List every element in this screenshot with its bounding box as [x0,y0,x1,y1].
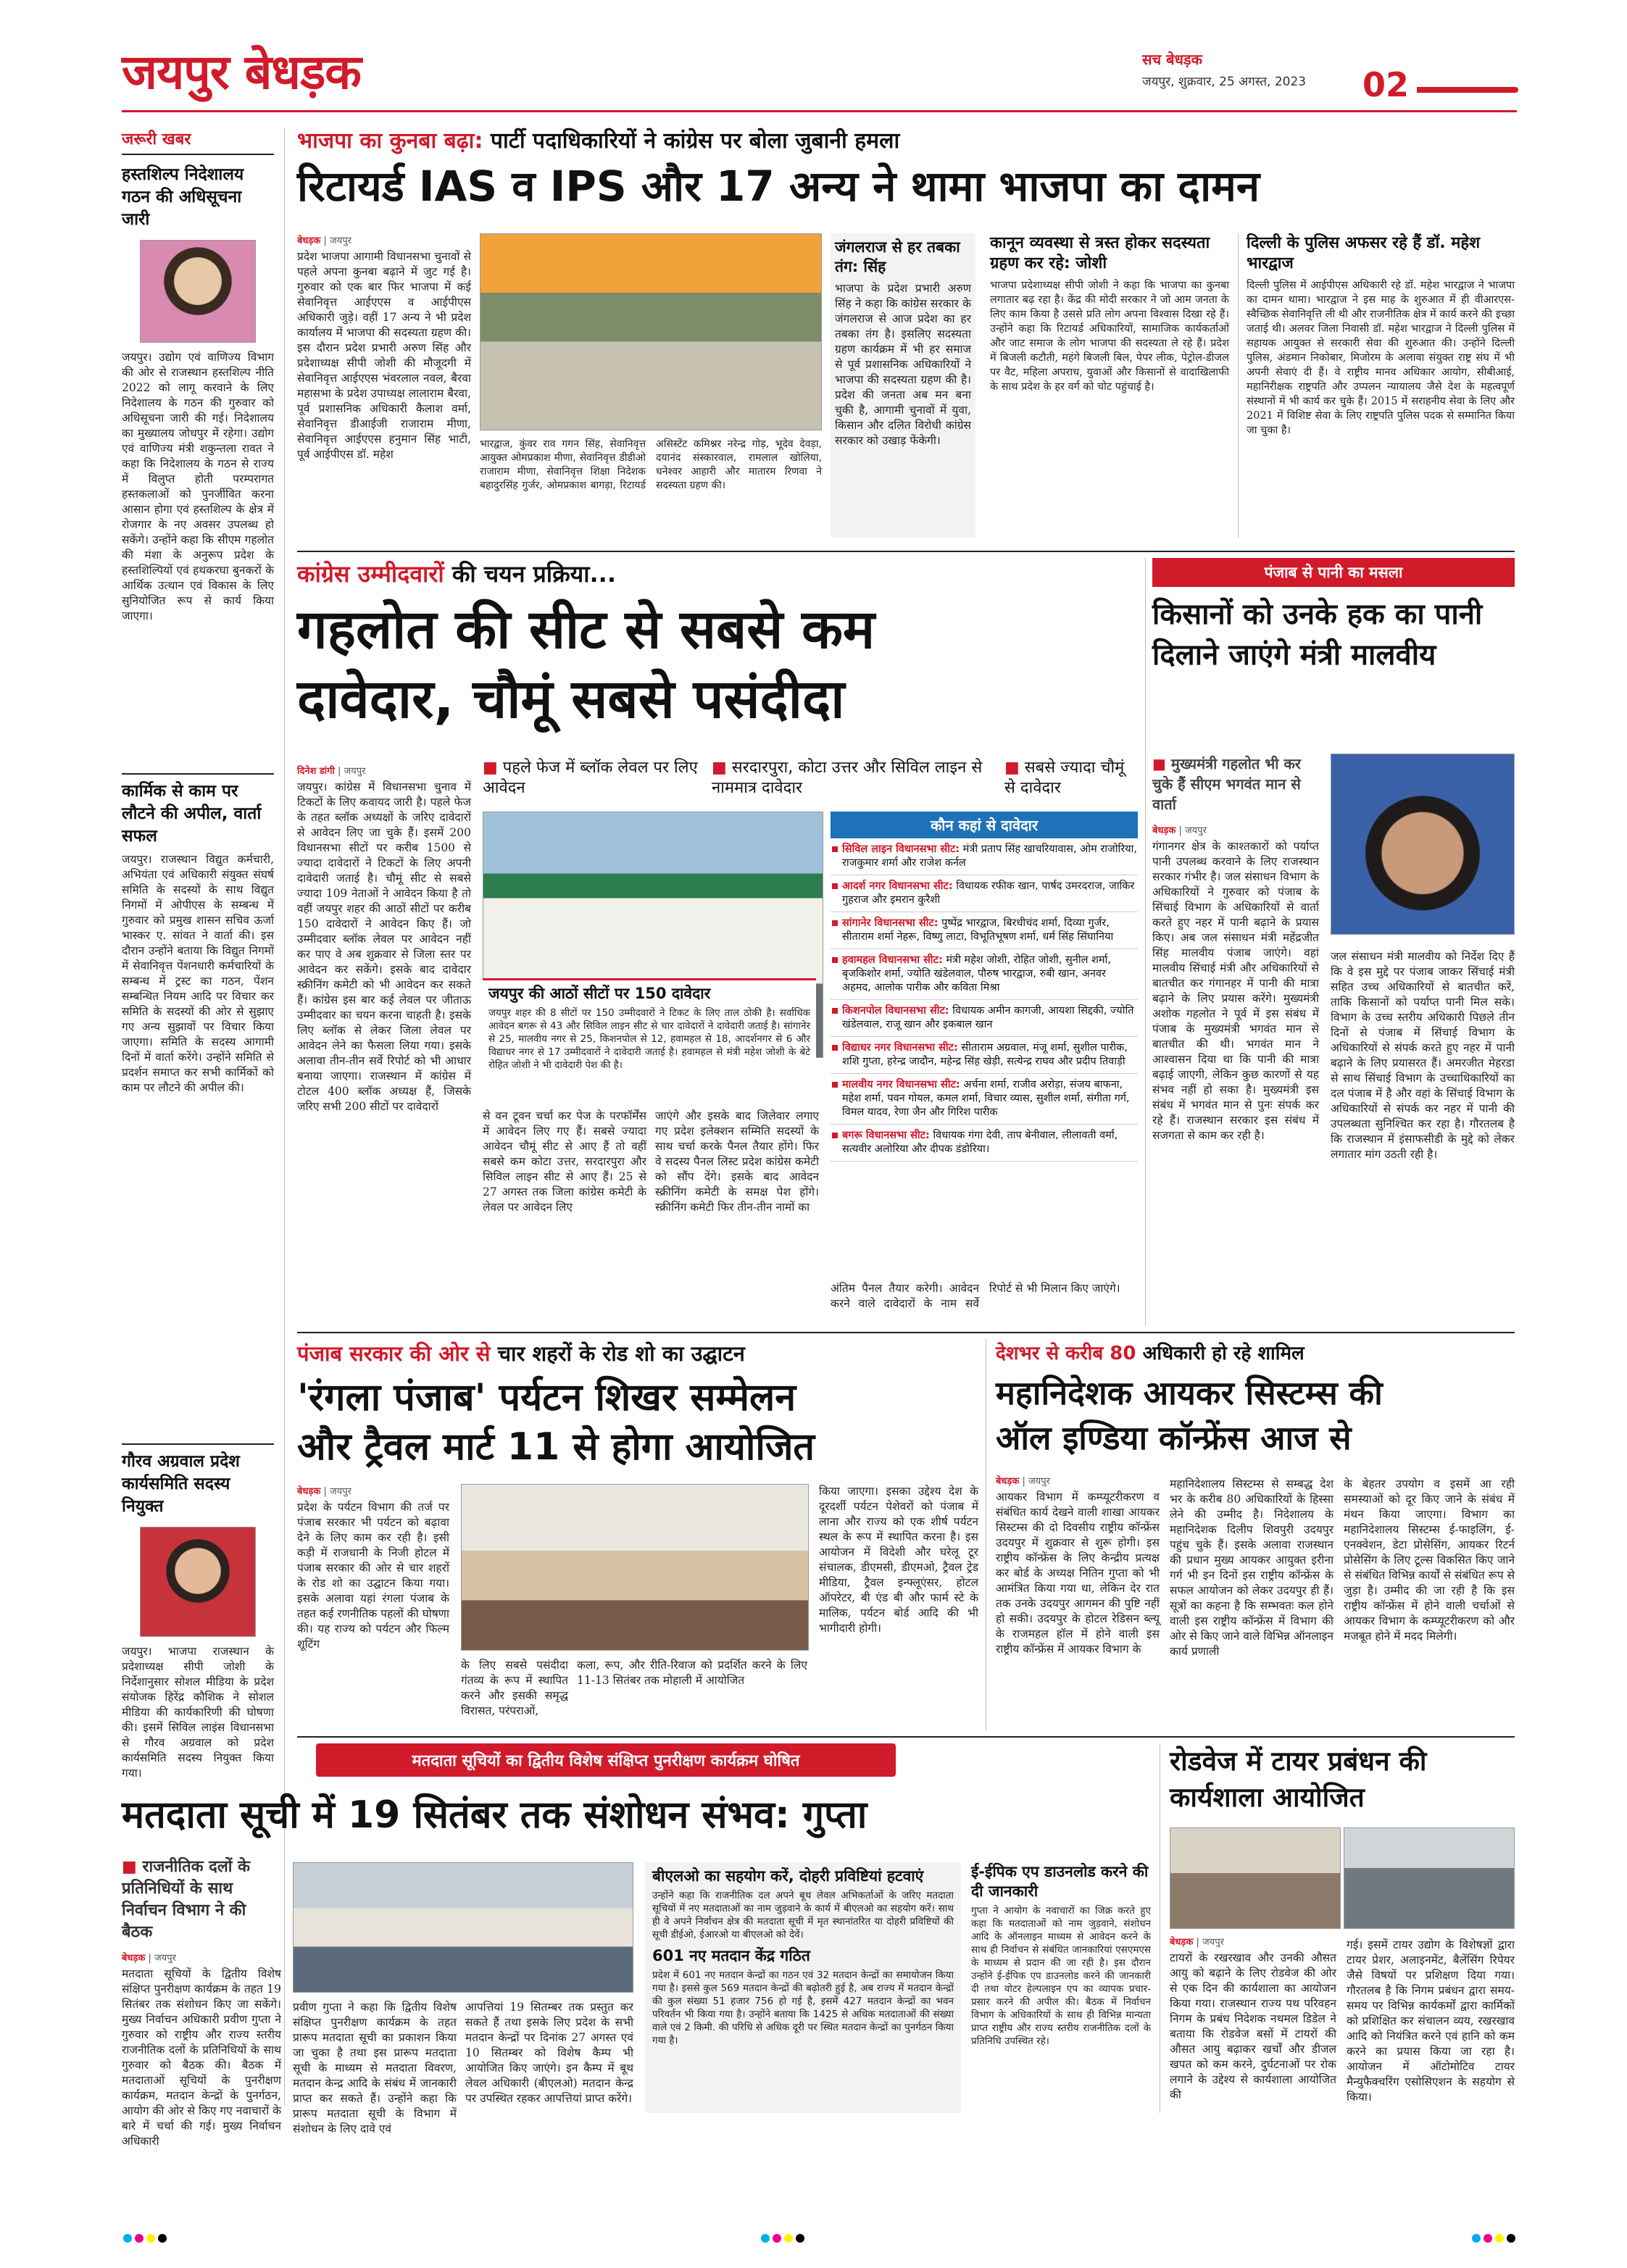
rangla-punjab-story [297,1339,978,1730]
sidebar-story2-title: कार्मिक से काम पर लौटने की अपील, वार्ता सफल [122,773,274,848]
punjab-headline: किसानों को उनके हक का पानी दिलाने जाएंगे मंत्री मालवीय [1152,598,1483,672]
candidate-list-item: मालवीय नगर विधानसभा सीट: अर्चना शर्मा, राजीव अरोड़ा, संजय बाफना, महेश शर्मा, पवन गोयल, कमल शर्मा, विचार व्यास, सुशील शर्मा, संगीता गर्ग, विमल यादव, रेणा जैन और गिरिश पारीक [831,1074,1138,1125]
pen-icon [1417,87,1518,93]
candidate-list-item: हवामहल विधानसभा सीट: मंत्री महेश जोशी, रोहित जोशी, सुनील शर्मा, बृजकिशोर शर्मा, ज्योति खंडेलवाल, पौरुष भारद्वाज, रुबी खान, अनवर अहमद, आलोक पारीक और कविता मिश्रा [831,949,1138,1000]
cong-col3: जाएंगे और इसके बाद जिलेवार लगाए गए प्रदेश इलेक्शन सम्मिति सदस्यों के साथ चर्चा करके पैनल तैयार होंगे। फिर वे सदस्य पैनल लिस्ट प्रदेश कांग्रेस कमेटी को सौंप देंगे। इसके बाद आवेदन स्क्रीनिंग कमेटी के समक्ष पेश होंगे। स्क्रीनिंग कमेटी फिर तीन-तीन नामों का [655,1109,819,1214]
joshi-body: भाजपा प्रदेशाध्यक्ष सीपी जोशी ने कहा कि भाजपा का कुनबा लगातार बढ़ रहा है। केंद्र की मोदी सरकार ने जो आम जनता के लिए काम किया है उससे प्रति लोग अपना विश्वास दिखा रहे हैं। उन्होंने कहा कि रिटायर्ड अधिकारियों, सामाजिक कार्यकर्ताओं और जाट समाज के लोग भाजपा की सदस्यता ले रहे हैं। प्रदेश में बिजली कटौती, महंगे बिजली बिल, पेपर लीक, पेट्रोल-डीजल पर वैट, महिला अपराध, युवाओं और किसानों से वादाखिलाफी के साथ प्रदेश के हर वर्ग को चोट पहुंचाई है। [990,280,1229,393]
dr-body: दिल्ली पुलिस में आईपीएस अधिकारी रहे डॉ. महेश भारद्वाज ने भाजपा का दामन थामा। भारद्वाज ने इस माह के शुरुआत में ही वीआरएस-स्वैच्छिक सेवानिवृत्ति ली थी और राजनीतिक क्षेत्र में कार्य करने की इच्छा जताई थी। अलवर जिला निवासी डॉ. महेश भारद्वाज ने दिल्ली पुलिस में सहायक आयुक्त से सरकारी सेवा की शुरुआत की। उन्होंने दिल्ली पुलिस, अंडमान निकोबार, मिजोरम के अलावा संयुक्त राष्ट्र संघ में भी अपनी सेवाएं दी हैं। वे राष्ट्रीय मानव अधिकार आयोग, सीबीआई, महानिरीक्षक राष्ट्रपति और उप्पलन न्यायालय जैसे देश के महत्वपूर्ण संस्थानों में भी कार्य कर चुके हैं। 2015 में सराहनीय सेवा के लिए और 2021 में विशिष्ट सेवा के लिए राष्ट्रपति पुलिस पदक से सम्मानित किया जा चुका है। [1247,280,1515,436]
meeting-photo [293,1862,633,1993]
sidebar-story3-title: गौरव अग्रवाल प्रदेश कार्यसमिति सदस्य नियुक्त [122,1443,274,1518]
top-headline: रिटायर्ड IAS व IPS और 17 अन्य ने थामा भाजपा का दामन [297,162,1260,211]
bullet-2: ■ सरदारपुरा, कोटा उत्तर और सिविल लाइन से नाममात्र दावेदार [712,759,983,797]
tagline: सच बेधड़क [1142,51,1202,68]
top-story [297,125,1515,552]
inset-box [483,978,816,1094]
punjab-sub: ■ मुख्यमंत्री गहलोत भी कर चुके हैं सीएम भगवंत मान से वार्ता [1152,755,1301,813]
it-col2: महानिदेशालय सिस्टम्स से सम्बद्ध देश भर के करीब 80 अधिकारियों के हिस्सा लेने की उम्मीद है। निदेशालय के महानिदेशक दिलीप शिवपुरी उदयपुर पहुंच चुके हैं। इसके अलावा राजस्थान की प्रधान मुख्य आयकर आयुक्त इरीना गर्ग भी इन दिनों इस राष्ट्रीय कॉन्फ्रेंस के सफल आयोजन को लेकर उदयपुर ही हैं। सूत्रों का कहना है कि सम्भवतः कल होने वाली इस राष्ट्रीय कॉन्फ्रेंस में विभाग की ओर से किए जाने वाले विभिन्न ऑनलाइन कार्य प्रणाली [1170,1477,1333,1658]
rangla-col3: कला, रूप, और रीति-रिवाज को प्रदर्शित करने के लिए 11-13 सितंबर तक मोहाली में आयोजित [577,1659,807,1687]
list-head: कौन कहां से दावेदार [831,812,1138,838]
it-conference-story [996,1339,1515,1730]
bullet-3: ■ सबसे ज्यादा चौमूं से दावेदार [1004,759,1125,797]
byline: दिनेश डांगी | जयपुर [297,766,366,777]
voter-col2: प्रवीण गुप्ता ने कहा कि द्वितीय विशेष संक्षिप्त पुनरीक्षण कार्यक्रम के तहत प्रारूप मतदाता सूची का प्रकाशन किया जा चुका है तथा इस प्रारूप मतदाता सूची के माध्यम से मतदाता विवरण, मतदान केन्द्र आदि के संबंध में जानकारी प्राप्त कर सकते हैं। उन्होंने कहा कि प्रारूप मतदाता सूची के विभाग में संशोधन के लिए दावे एवं [293,2001,457,2135]
inset-head: जयपुर की आठों सीटों पर 150 दावेदार [488,985,711,1002]
candidate-list-item: किशनपोल विधानसभा सीट: विधायक अमीन कागजी, आयशा सिद्दकी, ज्योति खंडेलवाल, राजू खान और इकबाल खान [831,1000,1138,1037]
bullet-1: ■ पहले फेज में ब्लॉक लेवल पर लिए आवेदन [483,759,698,797]
epic-head: ई-ईपिक एप डाउनलोड करने की दी जानकारी [971,1863,1149,1900]
side-box-head: जंगलराज से हर तबका तंग: सिंह [835,238,960,275]
rangla-headline: 'रंगला पंजाब' पर्यटन शिखर सम्मेलन और ट्रैवल मार्ट 11 से होगा आयोजित [297,1376,815,1469]
voter-col3: आपत्तियां 19 सितम्बर तक प्रस्तुत कर सकते हैं तथा इसके लिए प्रदेश के सभी मतदान केन्द्रों पर दिनांक 27 अगस्त एवं 10 सितम्बर को विशेष कैम्प भी आयोजित किए जाएंगे। इन कैम्प में बूथ लेवल अधिकारी (बीएलओ) मतदान केन्द्र पर उपस्थित रहकर आपत्तियां प्राप्त करेंगे। [465,2001,633,2105]
byline: बेधड़क | जयपुर [122,1953,176,1964]
sidebar-story1-title: हस्तशिल्प निदेशालय गठन की अधिसूचना जारी [122,165,244,229]
candidate-list [831,812,1138,1162]
sidebar-story3-body: जयपुर। भाजपा राजस्थान के प्रदेशाध्यक्ष सीपी जोशी के निर्देशानुसार सोशल मीडिया के प्रदेश संयोजक हिरेंद्र कौशिक ने सोशल मीडिया की कार्यकारिणी की घोषणा की। इसमें सिविल लाइंस विधानसभा से गौरव अग्रवाल को प्रदेश कार्यसमिति सदस्य नियुक्त किया गया। [122,1645,274,1780]
photo-caption: भारद्वाज, कुंवर राव गगन सिंह, सेवानिवृत्त आयुक्त ओमप्रकाश मीणा, सेवानिवृत्त डीडीओ राजाराम मीणा, सेवानिवृत्त शिक्षा निदेशक बहादुरसिंह गुर्जर, ओमप्रकाश बागड़ा, रिटायर्ड असिस्टेंट कमिश्नर नरेन्द्र गोड़, भूदेव देवड़ा, दयानंद संस्कारवाल, रामलाल खोलिया, धनेश्वर आहारी और मातारम रिणवा ने सदस्यता ग्रहण की। [480,438,822,491]
logo: जयपुर बेधड़क [122,44,361,100]
tyre-col1: टायरों के रखरखाव और उनकी औसत आयु को बढ़ाने के लिए रोडवेज की ओर से एक दिन की कार्यशाला का आयोजन किया गया। राजस्थान राज्य पथ परिवहन निगम के प्रबंध निदेशक नथमल डिडेल ने बताया कि रोडवेज बसों में टायरों की औसत आयु बढ़ाकर खर्चों और डीजल खपत को कम करने, दुर्घटनाओं पर रोक लगाने के उद्देश्य से कार्यशाला आयोजित की [1170,1951,1336,2101]
sidebar-story2-body: जयपुर। राजस्थान विद्युत कर्मचारी, अभियंता एवं अधिकारी संयुक्त संघर्ष समिति के सदस्यों के साथ विद्युत निगमों में ओपीएस के सम्बन्ध में गुरुवार को प्रमुख शासन सचिव ऊर्जा भास्कर ए. सांवत ने वार्ता की। इस दौरान उन्होंने बताया कि विद्युत निगमों में सेवानिवृत्त पेंशनधारी कर्मचारियों के सम्बन्ध में ट्रस्ट का गठन, पेंशन सम्बन्धित नियम आदि पर विचार कर समिति के सदस्यों की ओर से सुझाए गए अन्य सुझावों पर विचार किया जाएगा। समिति के सदस्य आगामी दिनों में वार्ता करेंगे। उन्होंने समिति से प्रदर्शन समाप्त कर सभी कार्मिकों को काम पर लौटने की अपील की। [122,853,274,1094]
punjab-col2: जल संसाधन मंत्री मालवीय को निर्देश दिए हैं कि वे इस मुद्दे पर पंजाब जाकर सिंचाई मंत्री सहित उच्च अधिकारियों से बातचीत करें, ताकि किसानों को पर्याप्त पानी मिल सके। विभाग के उच्च स्तरीय अधिकारी पिछले तीन दिनों से पंजाब में सिंचाई विभाग के अधिकारियों से संपर्क करते हुए नहर में पानी बढ़ाने के लिए प्रयासरत हैं। अमरजीत मेहरडा से साथ सिंचाई विभाग के उच्चाधिकारियों का दल पंजाब में है और वहां के सिंचाई विभाग के अधिकारियों से संपर्क कर नहर में पानी की उपलब्धता सुनिश्चित कर रहा है। गौरतलब है कि राजस्थान में इंसाफसीडी के मुद्दे को लेकर लगातार मांग उठती रही है। [1331,950,1515,1161]
side-box-body: भाजपा के प्रदेश प्रभारी अरुण सिंह ने कहा कि कांग्रेस सरकार के जंगलराज से आज प्रदेश का हर तबका तंग है। इसलिए सदस्यता ग्रहण कार्यक्रम में भी हर समाज से पूर्व प्रशासनिक अधिकारियों ने भाजपा की सदस्यता ग्रहण की है। प्रदेश की जनता अब मन बना चुकी है, आगामी चुनावों में युवा, किसान और दलित विरोधी कांग्रेस सरकार को उखाड़ फेंकेगी। [835,282,971,447]
bjp-joining-photo [480,233,822,430]
candidate-list-item: बगरू विधानसभा सीट: विधायक गंगा देवी, ताप बेनीवाल, लीलावती वर्मा, सत्यवीर अलोरिया और दीपक डंडोरिया। [831,1125,1138,1162]
byline: बेधड़क | जयपुर [297,235,351,246]
cong-col4: अंतिम पैनल तैयार करेगी। आवेदन करने वाले दावेदारों के नाम सर्वे रिपोर्ट से भी मिलान किए जाएंगे। [831,1282,1120,1310]
print-register-marks [122,2232,1517,2246]
candidate-list-item: विद्याधर नगर विधानसभा सीट: सीताराम अग्रवाल, मंजू शर्मा, सुशील पारीक, शशि गुप्ता, हरेन्द्र जादौन, महेन्द्र सिंह खेड़ी, सत्येन्द्र राघव और प्रदीप तिवाड़ी [831,1037,1138,1074]
booths-body: प्रदेश में 601 नए मतदान केन्द्रों का गठन एवं 32 मतदान केन्द्रों का समायोजन किया गया है। इससे कुल 569 मतदान केन्द्रों की बढ़ोतरी हुई है, अब राज्य में मतदान केन्द्रों की कुल संख्या 51 हजार 756 हो गई है, इसमें 427 मतदान केन्द्रों का भवन परिवर्तन भी किया गया है। उन्होंने बताया कि 1425 से अधिक मतदाताओं की संख्या वाले एवं 2 किमी. की परिधि से अधिक दूरी पर स्थित मतदान केन्द्रों का पुनर्गठन किया गया है। [652,1969,954,2046]
blo-head: बीएलओ का सहयोग करें, दोहरी प्रविष्टियां हटवाएं [652,1867,924,1885]
tyre-col2: गई। इसमें टायर उद्योग के विशेषज्ञों द्वारा टायर प्रेशर, अलाइनमेंट, बैलेंसिंग रिपेयर जैसे विषयों पर प्रशिक्षण दिया गया। गौरतलब है कि निगम प्रबंधन द्वारा समय-समय पर विभिन्न कार्यकर्मों द्वारा कार्मिकों को प्रशिक्षित कर संचालन व्यय, रखरखाव आदि को नियंत्रित करने एवं हानि को कम करने का प्रयास किया जा रहा है। आयोजन में ऑटोमोटिव टायर मैन्युफैक्चरिंग एसोसिएशन के सहयोग से किया। [1347,1938,1515,2104]
candidate-list-items [831,838,1138,1162]
rangla-col1: प्रदेश के पर्यटन विभाग की तर्ज पर पंजाब सरकार भी पर्यटन को बढ़ावा देने के लिए काम कर रही है। इसी कड़ी में राजधानी के निजी होटल में पंजाब सरकार की ओर से चार शहरों के रोड शो का उद्घाटन किया गया। इसके अलावा यहां रंगला पंजाब के तहत कई रणनीतिक पहलों की घोषणा की। यह राज्य को पर्यटन और फिल्म शूटिंग [297,1501,449,1651]
joshi-head: कानून व्यवस्था से त्रस्त होकर सदस्यता ग्रहण कर रहे: जोशी [990,234,1210,272]
voter-col1: मतदाता सूचियों के द्वितीय विशेष संक्षिप्त पुनरीक्षण कार्यक्रम के तहत 19 सितंबर तक संशोधन किए जा सकेंगे। मुख्य निर्वाचन अधिकारी प्रवीण गुप्ता ने गुरुवार को राष्ट्रीय और राज्य स्तरीय राजनीतिक दलों के प्रतिनिधियों के साथ गुरुवार को बैठक की। बैठक में मतदाताओं सूचियों के पुनरीक्षण कार्यक्रम, मतदान केन्द्रों के पुनर्गठन, आयोग की ओर से किए गए नवाचारों के बारे में चर्चा की गई। मुख्य निर्वाचन अधिकारी [122,1967,281,2148]
it-col3: के बेहतर उपयोग व इसमें आ रही समस्याओं को दूर किए जाने के संबंध में मंथन किया जाएगा। विभाग का महानिदेशालय सिस्टम्स ई-फाइलिंग, ई-एनक्वेशन, डेटा प्रोसेसिंग, आयकर रिटर्न प्रोसेसिंग के लिए टूल्स विकसित किए जाने से संबंधित विभिन्न कार्यों से संबंधित रूप से जुड़ा है। उम्मीद की जा रही है कि इस राष्ट्रीय कॉन्फ्रेंस में होने वाली चर्चाओं से आयकर विभाग के कम्प्यूटरीकरण को और मजबूत होने में मदद मिलेगी। [1344,1477,1515,1643]
voter-headline: मतदाता सूची में 19 सितंबर तक संशोधन संभव: गुप्ता [122,1793,867,1837]
cong-col1: जयपुर। कांग्रेस में विधानसभा चुनाव में टिकटों के लिए कवायद जारी है। पहले फेज के तहत ब्लॉक अध्यक्षों के जरिए दावेदारों से आवेदन लिए जा चुके हैं। इसमें 200 विधानसभा सीटों पर करीब 1500 से ज्यादा दावेदारों ने टिकटों के लिए अपनी दावेदारी जताई है। चौमूं सीट से सबसे ज्यादा 109 नेताओं ने आवेदन किया है तो वहीं जयपुर शहर की आठों सीटों पर करीब 150 दावेदारों ने आवेदन किए हैं। जो उम्मीदवार ब्लॉक लेवल पर आवेदन नहीं कर पाए वे अब शुक्रवार से जिला स्तर पर आवेदन कर सकेंगे। इसके बाद दावेदार स्क्रीनिंग कमेटी को भी आवेदन कर सकते हैं। कांग्रेस इस बार कई लेवल पर जीताऊ उम्मीदवार का चयन करना चाहती है। इसके लिए ब्लॉक से लेकर जिला लेवल पर आवेदन लेने का फैसला लिया गया। इसके अलावा तीन-तीन सर्वे रिपोर्ट को भी आधार बनाया जाएगा। राजस्थान में कांग्रेस में टोटल 400 ब्लॉक अध्यक्ष हैं, जिसके जरिए सभी 200 सीटों पर दावेदारों [297,780,471,1113]
byline: बेधड़क | जयपुर [1170,1937,1224,1948]
byline: बेधड़क | जयपुर [297,1486,351,1497]
inset-body: जयपुर शहर की 8 सीटों पर 150 उम्मीदवारों ने टिकट के लिए ताल ठोकी है। सर्वाधिक आवेदन बगरू से 43 और सिविल लाइन सीट से चार दावेदारों ने दावेदारी जताई है। सांगानेर से 25, मालवीय नगर से 25, किशनपोल से 12, हवामहल से 18, आदर्शनगर से 6 और विद्याधर नगर से 17 उम्मीदवारों ने दावेदारी जताई है। हवामहल से मंत्री महेश जोशी के बेटे रोहित जोशी ने भी दावेदारी पेश की है। [488,1007,810,1071]
cong-kicker: कांग्रेस उम्मीदवारों की चयन प्रक्रिया... [297,560,616,588]
punjab-col1: गंगानगर क्षेत्र के काश्तकारों को पर्याप्त पानी उपलब्ध करवाने के लिए राजस्थान सरकार गंभीर है। जल संसाधन विभाग के अधिकारियों ने गुरुवार को पंजाब के सिंचाई विभाग के अधिकारियों से वार्ता करते हुए नहर में पानी बढ़ाने के प्रयास किए। अब जल संसाधन मंत्री महेंद्रजीत सिंह मालवीय पंजाब जाएंगे। वहां मालवीय सिंचाई मंत्री और अधिकारियों से बातचीत कर गंगानहर में पानी की मात्रा बढ़ाने के लिए प्रयास करेंगे। मुख्यमंत्री अशोक गहलोत ने पूर्व में इस संबंध में पंजाब के मुख्यमंत्री भगवंत मान से बातचीत की थी। भगवंत मान ने आश्वासन दिया था कि पानी की मात्रा बढ़ाई जाएगी, लेकिन कुछ कारणों से यह संभव नहीं हो सका है। मुख्यमंत्री इस संबंध में भगवंत मान से पुनः संपर्क कर रहे हैं। राजस्थान सरकार इस संबंध में सजगता से काम कर रही है। [1152,840,1319,1142]
blo-body: उन्होंने कहा कि राजनीतिक दल अपने बूथ लेवल अभिकर्ताओं के जरिए मतदाता सूचियों में नए मतदाताओं का नाम जुड़वाने के कार्य में बीएलओ का सहयोग करें। साथ ही वे अपने निर्वाचन क्षेत्र की मतदाता सूची में मृत स्थानांतरित या दोहरी प्रविष्टियों की सूची डीईओ, ईआरओ या बीएलओ को देवें। [652,1890,954,1940]
portrait-photo [140,240,256,343]
voter-banner: मतदाता सूचियों का द्वितीय विशेष संक्षिप्त पुनरीक्षण कार्यक्रम घोषित [316,1743,896,1777]
portrait-photo [140,1527,256,1637]
side-box [831,233,975,538]
dr-head: दिल्ली के पुलिस अफसर रहे हैं डॉ. महेश भारद्वाज [1247,234,1481,272]
candidate-list-item: आदर्श नगर विधानसभा सीट: विधायक रफीक खान, पार्षद उमरदराज, जाकिर गुहराज और इमरान कुरैशी [831,875,1138,912]
masthead-rule [122,110,1517,112]
epic-body: गुप्ता ने आयोग के नवाचारों का जिक्र करते हुए कहा कि मतदाताओं को नाम जुड़वाने, संशोधन आदि के ऑनलाइन माध्यम से आवेदन करने के साथ ही निर्वाचन से संबंधित जानकारियां एसएमएस के माध्यम से प्रदान की जा रही है। इस दौरान उन्होंने ई-ईपिक एप डाउनलोड करने की जानकारी दी तथा वोटर हेल्पलाइन एप का व्यापक प्रचार-प्रसार करने की अपील की। बैठक में निर्वाचन विभाग के अधिकारियों के साथ ही विभिन्न मान्यता प्राप्त राष्ट्रीय और राज्य स्तरीय राजनीतिक दलों के प्रतिनिधि उपस्थित रहे। [971,1905,1151,2047]
punjab-water-story [1152,558,1515,1326]
minister-photo [1331,754,1515,935]
dateline: जयपुर, शुक्रवार, 25 अगस्त, 2023 [1142,75,1307,89]
event-photo [461,1484,809,1651]
voter-list-story [122,1743,1151,2148]
cong-col2: से वन टूवन चर्चा कर पेज के परफॉर्मेंस में आवेदन लिए गए हैं। सबसे ज्यादा आवेदन चौमूं सीट से आए हैं तो वहीं सबसे कम कोटा उत्तर, सरदारपुरा और सिविल लाइन सीट से आए हैं। 25 से 27 अगस्त तक जिला कांग्रेस कमेटी के लेवल पर आवेदन लिए [483,1109,646,1214]
workshop-photo [1344,1827,1515,1929]
congress-story [297,558,1138,1326]
top-kicker: भाजपा का कुनबा बढ़ा: पार्टी पदाधिकारियों ने कांग्रेस पर बोला जुबानी हमला [297,128,900,154]
punjab-label: पंजाब से पानी का मसला [1152,558,1515,587]
masthead [0,0,1627,109]
byline: बेधड़क | जयपुर [996,1476,1050,1487]
candidate-list-item: सिविल लाइन विधानसभा सीट: मंत्री प्रताप सिंह खाचरियावास, ओम राजोरिया, राजकुमार शर्मा और राजेश कर्नल [831,838,1138,875]
byline: बेधड़क | जयपुर [1152,825,1207,836]
it-headline: महानिदेशक आयकर सिस्टम्स की ऑल इण्डिया कॉन्फ्रेंस आज से [996,1374,1383,1457]
tyre-headline: रोडवेज में टायर प्रबंधन की कार्यशाला आयोजित [1170,1746,1427,1813]
sidebar-label: जरूरी खबर [122,128,274,155]
top-col1: प्रदेश भाजपा आगामी विधानसभा चुनावों से पहले अपना कुनबा बढ़ाने में जुट गई है। गुरुवार को एक बार फिर भाजपा में कई सेवानिवृत्त आईएएस व आईपीएस अधिकारी जुड़े। वहीं 17 अन्य ने भी प्रदेश कार्यालय में भाजपा की सदस्यता ग्रहण की। इस दौरान प्रदेश प्रभारी अरुण सिंह और प्रदेशाध्यक्ष सीपी जोशी की मौजूदगी में सेवानिवृत्त आईएएस भंवरलाल नवल, बैरवा महासभा के प्रदेश उपाध्यक्ष लालाराम बैरवा, पूर्व प्रशासनिक अधिकारी कैलाश वर्मा, सेवानिवृत्त डीआईजी राजाराम मीणा, सेवानिवृत्त आईएएस हनुमान सिंह भाटी, पूर्व आईपीएस डॉ. महेश [297,250,471,461]
rangla-col4: किया जाएगा। इसका उद्देश्य देश के दूरदर्शी पर्यटन पेशेवरों को पंजाब में लाना और राज्य को एक शीर्ष पर्यटन स्थल के रूप में स्थापित करना है। इस आयोजन में विदेशी और घरेलू टूर संचालक, डीएमसी, डीएमओ, ट्रैवल ट्रेड मीडिया, ट्रैवल इन्फ्लूएंसर, होटल ऑपरेटर, बी एंड बी और फार्म स्टे के मालिक, पर्यटन बोर्ड आदि की भी भागीदारी होगी। [819,1485,978,1635]
blo-box [645,1862,961,2113]
tyre-workshop-story [1170,1743,1515,2113]
sidebar-story1-body: जयपुर। उद्योग एवं वाणिज्य विभाग की ओर से राजस्थान हस्तशिल्प नीति 2022 को लागू करवाने के लिए निदेशालय के गठन की गुरुवार को अधिसूचना जारी की गई। निदेशालय का मुख्यालय जोधपुर में रहेगा। उद्योग एवं वाणिज्य मंत्री शकुन्तला रावत ने कहा कि निदेशालय के गठन से राज्य में विलुप्त होती परम्परागत हस्तकलाओं को पुनर्जीवित करना आसान होगा एवं हस्तशिल्प के क्षेत्र में रोजगार के नए अवसर उपलब्ध हो सकेंगे। उन्होंने कहा कि सीएम गहलोत की मंशा के अनुरूप प्रदेश के हस्तशिल्पियों एवं हथकरघा बुनकरों के आर्थिक उत्थान एवं विकास के लिए सुनियोजित रूप से कार्य किया जाएगा। [122,351,274,622]
rangla-kicker: पंजाब सरकार की ओर से चार शहरों के रोड शो का उद्घाटन [297,1341,745,1366]
it-col1: आयकर विभाग में कम्प्यूटरीकरण व संबंधित कार्य देखने वाली शाखा आयकर सिस्टम्स की दो दिवसीय राष्ट्रीय कॉन्फ्रेंस उदयपुर में शुक्रवार से शुरू होगी। इस राष्ट्रीय कॉन्फ्रेंस के लिए केन्द्रीय प्रत्यक्ष कर बोर्ड के अध्यक्ष नितिन गुप्ता को भी आमंत्रित किया गया था, लेकिन देर रात तक उनके उदयपुर आगमन की पुष्टि नहीं हो सकी। उदयपुर के होटल रेडिसन ब्ल्यू के राजमहल हॉल में होने वाली इस राष्ट्रीय कॉन्फ्रेंस में आयकर विभाग के [996,1491,1160,1656]
voter-sub: ■ राजनीतिक दलों के प्रतिनिधियों के साथ निर्वाचन विभाग ने की बैठक [122,1858,251,1941]
cong-headline: गहलोत की सीट से सबसे कम दावेदार, चौमूं सबसे पसंदीदा [297,599,875,730]
rangla-col2: के लिए सबसे पसंदीदा गंतव्य के रूप में स्थापित करने और इसकी समृद्ध विरासत, परंपराओं, [461,1659,568,1717]
booths-head: 601 नए मतदान केंद्र गठित [652,1947,810,1964]
candidate-list-item: सांगानेर विधानसभा सीट: पुष्पेंद्र भारद्वाज, बिरधीचंद शर्मा, दिव्या गुर्जर, सीताराम शर्मा नेहरू, विष्णु लाटा, विभूतिभूषण शर्मा, धर्म सिंह सिंघानिया [831,912,1138,949]
page-number: 02 [1362,65,1410,104]
it-kicker: देशभर से करीब 80 अधिकारी हो रहे शामिल [996,1343,1304,1364]
workshop-photo [1170,1827,1341,1929]
